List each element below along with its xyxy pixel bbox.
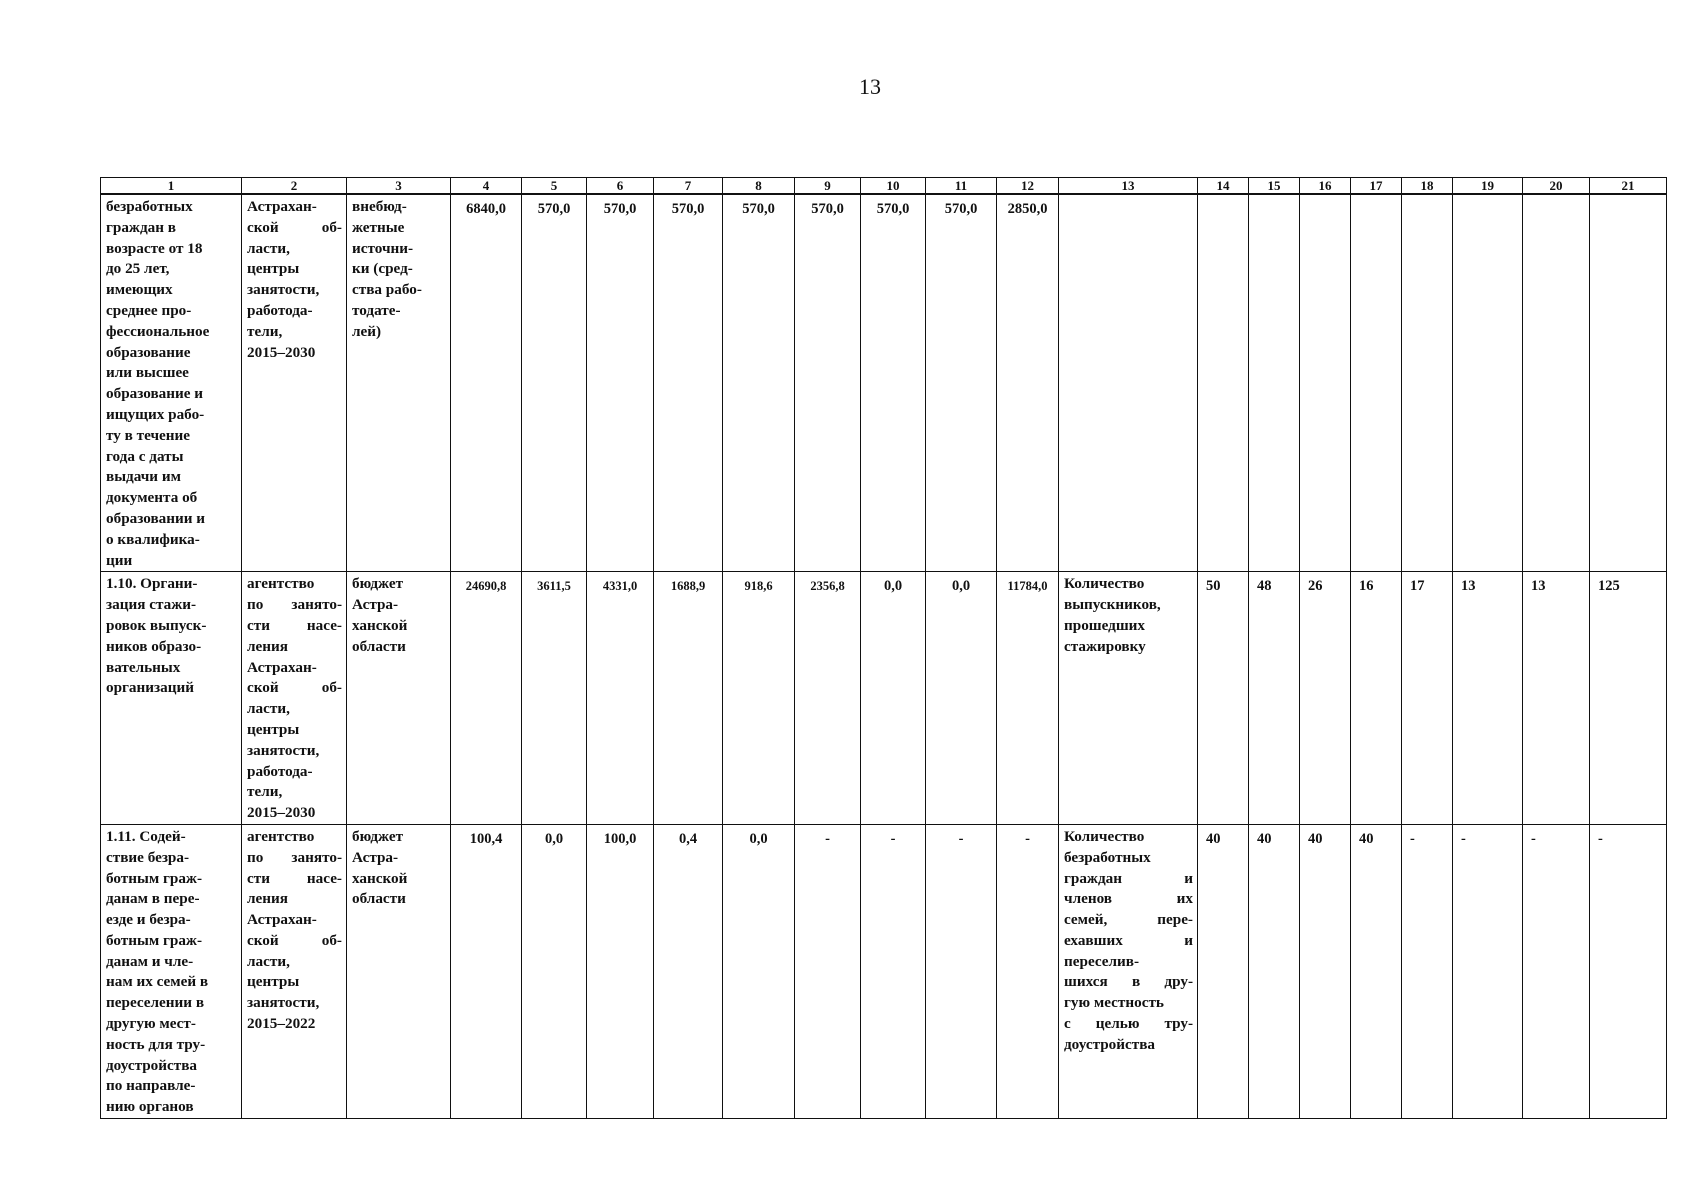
column-header-3: 3: [347, 178, 451, 195]
funding-value-cell: 570,0: [861, 194, 926, 572]
executor-cell-line: ской об-: [247, 218, 342, 236]
indicator-name-cell: [1059, 824, 1198, 1118]
executor-cell-line: ления: [247, 890, 288, 908]
executor-cell-line: работода-: [247, 762, 313, 780]
executor-cell: [242, 824, 347, 1118]
column-header-1: 1: [101, 178, 242, 195]
indicator-value-cell: -: [1402, 824, 1453, 1118]
executor-cell-line: работода-: [247, 301, 313, 319]
funding-source-cell-line: Астра-: [352, 596, 399, 614]
measure-name-cell-line: нию органов: [106, 1098, 194, 1116]
indicator-value-cell: [1402, 194, 1453, 572]
funding-source-cell-line: области: [352, 637, 406, 655]
executor-cell-line: тели,: [247, 783, 283, 801]
indicator-value-cell: -: [1590, 824, 1667, 1118]
measure-name-cell-line: переселении в: [106, 994, 205, 1012]
funding-value-cell: 11784,0: [997, 572, 1059, 825]
funding-value-cell: 2850,0: [997, 194, 1059, 572]
funding-value-cell: 0,0: [522, 824, 587, 1118]
measure-name-cell-line: о квалифика-: [106, 530, 200, 548]
measure-name-cell-line: до 25 лет,: [106, 260, 170, 278]
measure-name-cell-line: ции: [106, 551, 133, 569]
measure-name-cell-line: выдачи им: [106, 468, 181, 486]
indicator-value-cell: 40: [1351, 824, 1402, 1118]
column-header-14: 14: [1198, 178, 1249, 195]
measure-name-cell-line: граждан в: [106, 218, 176, 236]
column-header-12: 12: [997, 178, 1059, 195]
indicator-name-cell-line: Количество: [1064, 827, 1145, 845]
page-number: 13: [859, 74, 881, 99]
funding-value-cell: 0,0: [723, 824, 795, 1118]
executor-cell-line: 2015–2030: [247, 804, 316, 822]
funding-value-cell: 0,4: [654, 824, 723, 1118]
measure-name-cell-line: образовании и: [106, 509, 206, 527]
column-header-15: 15: [1249, 178, 1300, 195]
indicator-value-cell: 48: [1249, 572, 1300, 825]
column-header-7: 7: [654, 178, 723, 195]
measure-name-cell-line: вательных: [106, 658, 181, 676]
executor-cell-line: занятости,: [247, 281, 320, 299]
table-row: [101, 572, 1667, 825]
indicator-value-cell: -: [1523, 824, 1590, 1118]
indicator-value-cell: [1249, 194, 1300, 572]
indicator-value-cell: 16: [1351, 572, 1402, 825]
measure-name-cell-line: ствие безра-: [106, 848, 190, 866]
executor-cell-line: сти насе-: [247, 869, 342, 887]
measure-name-cell-line: возрасте от 18: [106, 239, 203, 257]
indicator-value-cell: 40: [1198, 824, 1249, 1118]
indicator-name-cell: [1059, 572, 1198, 825]
executor-cell-line: ской об-: [247, 679, 342, 697]
measure-name-cell-line: по направле-: [106, 1077, 196, 1095]
funding-source-cell-line: ки (сред-: [352, 260, 413, 278]
indicator-value-cell: 40: [1300, 824, 1351, 1118]
indicator-value-cell: 13: [1523, 572, 1590, 825]
funding-source-cell-line: области: [352, 890, 406, 908]
measure-name-cell-line: доустройства: [106, 1056, 197, 1074]
funding-value-cell: 570,0: [587, 194, 654, 572]
indicator-value-cell: [1590, 194, 1667, 572]
indicator-name-cell-line: Количество: [1064, 575, 1145, 593]
indicator-value-cell: [1523, 194, 1590, 572]
funding-value-cell: 918,6: [723, 572, 795, 825]
indicator-value-cell: 13: [1453, 572, 1523, 825]
indicator-name-cell-line: семей, пере-: [1064, 911, 1193, 929]
measure-name-cell-line: ровок выпуск-: [106, 616, 207, 634]
executor-cell-line: по занято-: [247, 596, 342, 614]
measure-name-cell-line: года с даты: [106, 447, 184, 465]
funding-value-cell: -: [861, 824, 926, 1118]
column-header-4: 4: [451, 178, 522, 195]
indicator-name-cell-line: ехавших и: [1064, 931, 1193, 949]
executor-cell-line: Астрахан-: [247, 198, 317, 215]
measure-name-cell-line: организаций: [106, 679, 194, 697]
measure-name-cell-line: ность для тру-: [106, 1035, 206, 1053]
measure-name-cell-line: данам в пере-: [106, 890, 200, 908]
indicator-name-cell-line: прошедших: [1064, 616, 1146, 634]
measure-name-cell-line: фессиональное: [106, 322, 210, 340]
measure-name-cell-line: 1.10. Органи-: [106, 575, 198, 593]
column-number-header-row: [101, 178, 1667, 195]
funding-value-cell: 570,0: [926, 194, 997, 572]
indicator-value-cell: 17: [1402, 572, 1453, 825]
executor-cell-line: ласти,: [247, 952, 290, 970]
funding-source-cell: [347, 194, 451, 572]
executor-cell-line: ской об-: [247, 931, 342, 949]
funding-value-cell: 24690,8: [451, 572, 522, 825]
funding-value-cell: 100,0: [587, 824, 654, 1118]
indicator-value-cell: 125: [1590, 572, 1667, 825]
funding-value-cell: 570,0: [654, 194, 723, 572]
indicator-value-cell: [1453, 194, 1523, 572]
measure-name-cell-line: езде и безра-: [106, 911, 191, 929]
measure-name-cell-line: нам их семей в: [106, 973, 209, 991]
column-header-9: 9: [795, 178, 861, 195]
indicator-name-cell-line: с целью тру-: [1064, 1015, 1193, 1033]
indicator-value-cell: [1198, 194, 1249, 572]
column-header-20: 20: [1523, 178, 1590, 195]
executor-cell-line: по занято-: [247, 848, 342, 866]
funding-value-cell: 570,0: [522, 194, 587, 572]
column-header-19: 19: [1453, 178, 1523, 195]
indicator-name-cell-line: безработных: [1064, 848, 1151, 866]
executor-cell-line: 2015–2022: [247, 1015, 316, 1033]
funding-value-cell: -: [997, 824, 1059, 1118]
executor-cell-line: ления: [247, 637, 288, 655]
table-row: [101, 194, 1667, 572]
measure-name-cell-line: имеющих: [106, 281, 173, 299]
measure-name-cell: [101, 194, 242, 572]
measure-name-cell-line: образование и: [106, 385, 204, 403]
indicator-value-cell: -: [1453, 824, 1523, 1118]
funding-source-cell-line: ханской: [352, 869, 408, 887]
funding-value-cell: 570,0: [795, 194, 861, 572]
funding-value-cell: 6840,0: [451, 194, 522, 572]
indicator-name-cell-line: стажировку: [1064, 637, 1146, 655]
measure-name-cell-line: ботным граж-: [106, 931, 203, 949]
indicator-name-cell-line: переселив-: [1064, 952, 1140, 970]
executor-cell-line: Астрахан-: [247, 658, 317, 676]
funding-value-cell: 3611,5: [522, 572, 587, 825]
measure-name-cell-line: другую мест-: [106, 1015, 196, 1033]
column-header-11: 11: [926, 178, 997, 195]
funding-source-cell-line: лей): [352, 322, 382, 340]
funding-value-cell: 0,0: [861, 572, 926, 825]
funding-value-cell: 100,4: [451, 824, 522, 1118]
column-header-16: 16: [1300, 178, 1351, 195]
measure-name-cell-line: документа об: [106, 489, 198, 507]
indicator-value-cell: [1300, 194, 1351, 572]
executor-cell-line: занятости,: [247, 994, 320, 1012]
measure-name-cell-line: безработных: [106, 198, 193, 215]
executor-cell: [242, 194, 347, 572]
executor-cell: [242, 572, 347, 825]
measure-name-cell-line: данам и чле-: [106, 952, 194, 970]
column-header-21: 21: [1590, 178, 1667, 195]
indicator-name-cell-line: доустройства: [1064, 1035, 1155, 1053]
executor-cell-line: занятости,: [247, 741, 320, 759]
executor-cell-line: центры: [247, 720, 300, 738]
funding-source-cell-line: Астра-: [352, 848, 399, 866]
funding-source-cell: [347, 572, 451, 825]
measure-name-cell-line: ников образо-: [106, 637, 202, 655]
measure-name-cell-line: зация стажи-: [106, 596, 197, 614]
executor-cell-line: агентство: [247, 575, 315, 593]
executor-cell-line: центры: [247, 260, 300, 278]
executor-cell-line: сти насе-: [247, 616, 342, 634]
funding-source-cell-line: бюджет: [352, 575, 404, 593]
executor-cell-line: Астрахан-: [247, 911, 317, 929]
executor-cell-line: агентство: [247, 827, 315, 845]
funding-value-cell: -: [926, 824, 997, 1118]
column-header-8: 8: [723, 178, 795, 195]
executor-cell-line: 2015–2030: [247, 343, 316, 361]
program-table: [100, 177, 1667, 1119]
column-header-2: 2: [242, 178, 347, 195]
executor-cell-line: центры: [247, 973, 300, 991]
executor-cell-line: ласти,: [247, 239, 290, 257]
funding-source-cell-line: ства рабо-: [352, 281, 422, 299]
funding-source-cell-line: тодате-: [352, 301, 401, 319]
indicator-name-cell-line: граждан и: [1064, 869, 1193, 887]
funding-value-cell: 0,0: [926, 572, 997, 825]
executor-cell-line: ласти,: [247, 700, 290, 718]
indicator-value-cell: 26: [1300, 572, 1351, 825]
funding-value-cell: 570,0: [723, 194, 795, 572]
indicator-name-cell-line: выпускников,: [1064, 596, 1161, 614]
table-row: [101, 824, 1667, 1118]
measure-name-cell-line: или высшее: [106, 364, 189, 382]
indicator-name-cell-line: членов их: [1064, 890, 1193, 908]
indicator-name-cell: [1059, 194, 1198, 572]
indicator-value-cell: [1351, 194, 1402, 572]
indicator-name-cell-line: гую местность: [1064, 994, 1164, 1012]
measure-name-cell: [101, 824, 242, 1118]
funding-value-cell: 1688,9: [654, 572, 723, 825]
measure-name-cell-line: образование: [106, 343, 191, 361]
indicator-value-cell: 50: [1198, 572, 1249, 825]
measure-name-cell-line: ту в течение: [106, 426, 191, 444]
column-header-18: 18: [1402, 178, 1453, 195]
indicator-value-cell: 40: [1249, 824, 1300, 1118]
funding-value-cell: -: [795, 824, 861, 1118]
funding-source-cell-line: внебюд-: [352, 198, 407, 215]
column-header-10: 10: [861, 178, 926, 195]
funding-source-cell-line: источни-: [352, 239, 414, 257]
measure-name-cell-line: среднее про-: [106, 301, 192, 319]
measure-name-cell-line: ищущих рабо-: [106, 405, 205, 423]
funding-source-cell-line: ханской: [352, 616, 408, 634]
funding-value-cell: 2356,8: [795, 572, 861, 825]
measure-name-cell-line: ботным граж-: [106, 869, 203, 887]
indicator-name-cell-line: шихся в дру-: [1064, 973, 1193, 991]
column-header-13: 13: [1059, 178, 1198, 195]
funding-source-cell: [347, 824, 451, 1118]
measure-name-cell: [101, 572, 242, 825]
funding-source-cell-line: жетные: [352, 218, 405, 236]
column-header-17: 17: [1351, 178, 1402, 195]
measure-name-cell-line: 1.11. Содей-: [106, 827, 186, 845]
funding-source-cell-line: бюджет: [352, 827, 404, 845]
column-header-6: 6: [587, 178, 654, 195]
executor-cell-line: тели,: [247, 322, 283, 340]
column-header-5: 5: [522, 178, 587, 195]
funding-value-cell: 4331,0: [587, 572, 654, 825]
